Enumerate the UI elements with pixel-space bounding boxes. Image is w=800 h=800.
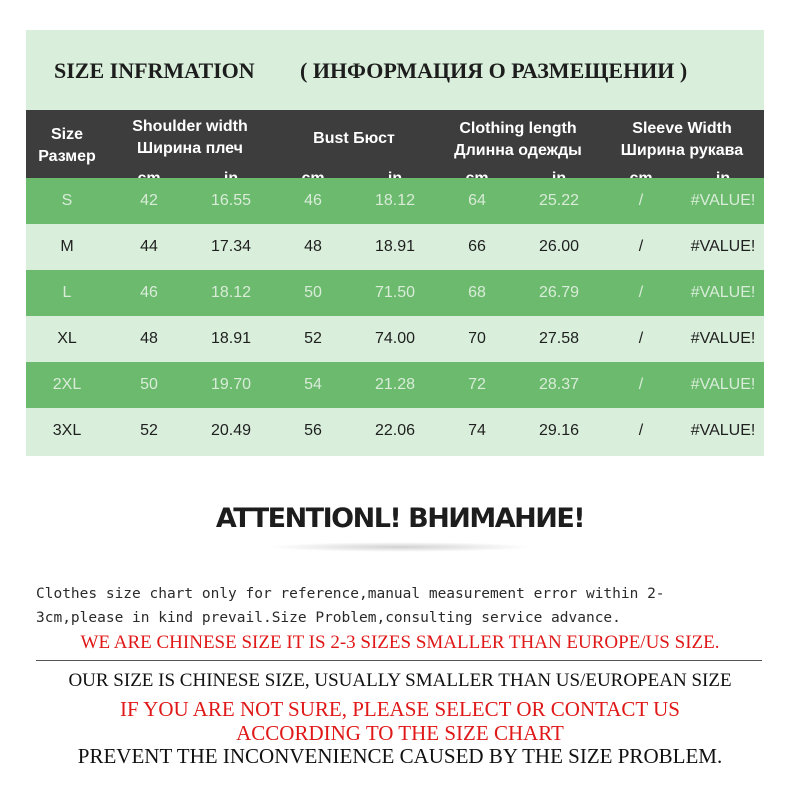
shoulder-in-cell: 18.12 bbox=[210, 284, 252, 301]
footer-line-not-sure: IF YOU ARE NOT SURE, PLEASE SELECT OR CONTACT US bbox=[120, 697, 680, 721]
shoulder-in-cell: 18.91 bbox=[210, 330, 252, 347]
sleeve-cm-cell: / bbox=[638, 330, 644, 347]
sleeve-in-cell: #VALUE! bbox=[690, 192, 756, 209]
sleeve-in-cell: #VALUE! bbox=[690, 284, 756, 301]
size-cell: L bbox=[62, 284, 72, 301]
sleeve-header-ru: Ширина рукава bbox=[620, 142, 744, 159]
sleeve-in-cell: #VALUE! bbox=[690, 376, 756, 393]
shoulder-cm-cell: 42 bbox=[140, 192, 158, 209]
title-english: SIZE INFRMATION bbox=[54, 58, 255, 83]
shoulder-in-cell: 19.70 bbox=[210, 376, 252, 393]
length-in-cell: 27.58 bbox=[538, 330, 580, 347]
size-cell: 2XL bbox=[52, 376, 82, 393]
bust-in-cell: 18.12 bbox=[374, 192, 416, 209]
bust-header bbox=[272, 128, 436, 150]
bust-header-label: Bust Бюст bbox=[313, 130, 395, 147]
shoulder-cm-cell: 52 bbox=[140, 422, 158, 439]
length-cm-cell: 68 bbox=[468, 284, 486, 301]
shoulder-in-cell: 16.55 bbox=[210, 192, 252, 209]
reference-note-line-2: 3cm,please in kind prevail.Size Problem,consulting service advance. bbox=[36, 610, 621, 626]
bust-in-cell: 22.06 bbox=[374, 422, 416, 439]
length-cm-cell: 72 bbox=[468, 376, 486, 393]
length-in-cell: 28.37 bbox=[538, 376, 580, 393]
chinese-size-warning: WE ARE CHINESE SIZE IT IS 2-3 SIZES SMALLER THAN EUROPE/US SIZE. bbox=[80, 632, 720, 653]
length-header-ru: Длинна одежды bbox=[454, 142, 582, 159]
size-chart-panel bbox=[26, 30, 764, 456]
sleeve-cm-cell: / bbox=[638, 238, 644, 255]
reference-note-line-1: Clothes size chart only for reference,manual measurement error within 2- bbox=[36, 586, 665, 602]
bust-cm-cell: 52 bbox=[304, 330, 322, 347]
shoulder-width-header bbox=[108, 116, 272, 160]
length-cm-cell: 70 bbox=[468, 330, 486, 347]
size-header-en: Size bbox=[50, 126, 83, 143]
section-divider bbox=[36, 660, 762, 661]
clothing-length-header bbox=[436, 118, 600, 162]
length-header-en: Clothing length bbox=[459, 120, 577, 137]
bust-cm-cell: 46 bbox=[304, 192, 322, 209]
bust-in-cell: 18.91 bbox=[374, 238, 416, 255]
sleeve-width-header bbox=[600, 118, 764, 162]
shoulder-header-ru: Ширина плеч bbox=[137, 140, 243, 157]
attention-underline-shadow bbox=[268, 542, 532, 552]
sleeve-cm-cell: / bbox=[638, 376, 644, 393]
shoulder-in-cell: 17.34 bbox=[210, 238, 252, 255]
footer-line-size-chart: ACCORDING TO THE SIZE CHART bbox=[236, 721, 564, 745]
length-in-cell: 26.79 bbox=[538, 284, 580, 301]
table-row bbox=[26, 316, 764, 362]
shoulder-cm-cell: 46 bbox=[140, 284, 158, 301]
attention-heading: ATTENTIONL! ВНИМАНИЕ! bbox=[215, 503, 585, 534]
shoulder-cm-cell: 50 bbox=[140, 376, 158, 393]
title-russian: ( ИНФОРМАЦИЯ О РАЗМЕЩЕНИИ ) bbox=[300, 58, 688, 83]
table-row bbox=[26, 362, 764, 408]
sleeve-in-cell: #VALUE! bbox=[690, 330, 756, 347]
bust-cm-cell: 56 bbox=[304, 422, 322, 439]
sleeve-header-en: Sleeve Width bbox=[632, 120, 732, 137]
length-in-cell: 26.00 bbox=[538, 238, 580, 255]
length-cm-cell: 66 bbox=[468, 238, 486, 255]
table-row bbox=[26, 224, 764, 270]
length-in-cell: 29.16 bbox=[538, 422, 580, 439]
bust-cm-cell: 54 bbox=[304, 376, 322, 393]
table-row bbox=[26, 178, 764, 224]
size-cell: 3XL bbox=[52, 422, 82, 439]
size-cell: M bbox=[60, 238, 74, 255]
shoulder-header-en: Shoulder width bbox=[132, 118, 248, 135]
size-header-ru: Размер bbox=[38, 148, 96, 165]
table-row bbox=[26, 408, 764, 454]
shoulder-cm-cell: 48 bbox=[140, 330, 158, 347]
size-cell: S bbox=[61, 192, 73, 209]
length-cm-cell: 64 bbox=[468, 192, 486, 209]
bust-cm-cell: 48 bbox=[304, 238, 322, 255]
shoulder-cm-cell: 44 bbox=[140, 238, 158, 255]
footer-line-prevent: PREVENT THE INCONVENIENCE CAUSED BY THE SIZE PROBLEM. bbox=[77, 744, 723, 768]
bust-in-cell: 71.50 bbox=[374, 284, 416, 301]
shoulder-in-cell: 20.49 bbox=[210, 422, 252, 439]
bust-cm-cell: 50 bbox=[304, 284, 322, 301]
sleeve-in-cell: #VALUE! bbox=[690, 238, 756, 255]
table-row bbox=[26, 270, 764, 316]
sleeve-cm-cell: / bbox=[638, 192, 644, 209]
size-column-header bbox=[26, 124, 108, 168]
footer-line-chinese-size: OUR SIZE IS CHINESE SIZE, USUALLY SMALLER THAN US/EUROPEAN SIZE bbox=[68, 670, 732, 691]
sleeve-in-cell: #VALUE! bbox=[690, 422, 756, 439]
bust-in-cell: 21.28 bbox=[374, 376, 416, 393]
size-chart-title bbox=[26, 30, 764, 110]
length-in-cell: 25.22 bbox=[538, 192, 580, 209]
bust-in-cell: 74.00 bbox=[374, 330, 416, 347]
size-cell: XL bbox=[57, 330, 77, 347]
length-cm-cell: 74 bbox=[468, 422, 486, 439]
sleeve-cm-cell: / bbox=[638, 422, 644, 439]
sleeve-cm-cell: / bbox=[638, 284, 644, 301]
